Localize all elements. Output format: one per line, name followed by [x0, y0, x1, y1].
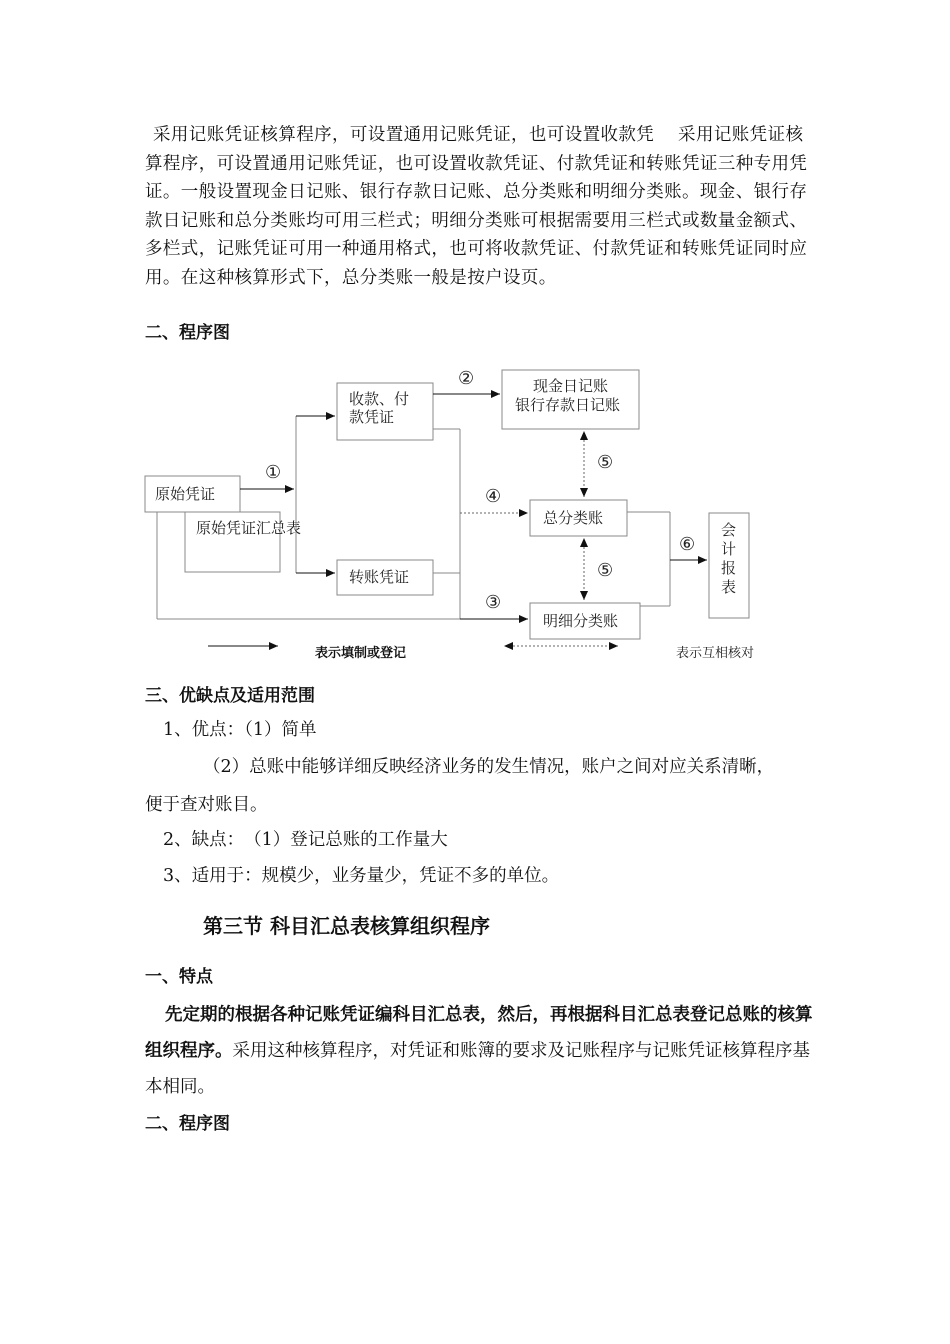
- step-number-5a: ⑤: [597, 452, 614, 473]
- label-detail-ledger: 明细分类账: [543, 612, 619, 630]
- step-number-1: ①: [265, 462, 282, 483]
- section-title: 第三节 科目汇总表核算组织程序: [203, 914, 490, 938]
- label-general-ledger: 总分类账: [543, 509, 604, 527]
- label-report-char-3: 报: [721, 559, 737, 577]
- label-report-char-2: 计: [721, 540, 737, 558]
- label-receipt-line1: 收款、付: [349, 390, 410, 408]
- label-journal-line2: 银行存款日记账: [515, 396, 621, 414]
- step-number-4: ④: [485, 486, 502, 507]
- heading-procedure-diagram: 二、程序图: [145, 323, 230, 343]
- features-paragraph: [145, 997, 815, 1105]
- heading-features: 一、特点: [145, 967, 213, 987]
- step-number-5b: ⑤: [597, 560, 614, 581]
- legend-check-label: 表示互相核对: [676, 646, 755, 661]
- label-receipt-line2: 款凭证: [349, 408, 395, 426]
- label-report-char-4: 表: [721, 578, 737, 596]
- label-original-summary: 原始凭证汇总表: [196, 519, 302, 537]
- pros-line-3: 便于查对账目。: [145, 795, 268, 815]
- features-bold-text: 先定期的根据各种记账凭证编科目汇总表，然后，再根据科目汇总表登记总账的核算组织程序。: [145, 1005, 813, 1061]
- step-number-3: ③: [485, 592, 502, 613]
- cons-line: 2、缺点： （1）登记总账的工作量大: [163, 830, 448, 850]
- pros-line-2: （2）总账中能够详细反映经济业务的发生情况，账户之间对应关系清晰，: [203, 757, 775, 777]
- procedure-diagram: [0, 355, 950, 675]
- label-transfer-voucher: 转账凭证: [349, 568, 410, 586]
- label-report-char-1: 会: [721, 521, 737, 539]
- label-journal-line1: 现金日记账: [533, 377, 609, 395]
- label-original-voucher: 原始凭证: [155, 485, 216, 503]
- heading-procedure-diagram-2: 二、程序图: [145, 1114, 230, 1134]
- pros-line-1: 1、优点：（1）简单: [163, 720, 317, 740]
- features-normal-text: 采用这种核算程序，对凭证和账簿的要求及记账程序与记账凭证核算程序基本相同。: [145, 1041, 810, 1097]
- step-number-6: ⑥: [679, 534, 696, 555]
- scope-line: 3、适用于：规模少，业务量少，凭证不多的单位。: [163, 866, 560, 886]
- heading-pros-cons: 三、优缺点及适用范围: [145, 686, 315, 706]
- intro-paragraph: 采用记账凭证核算程序，可设置通用记账凭证，也可设置收款凭 采用记账凭证核算程序，可设置通用记账凭证，也可设置收款凭证、付款凭证和转账凭证三种专用凭证。一般设置现金日记账、银行存款日记账、总分类账和明细分类账。现金、银行存款日记账和总分类账均可用三栏式；明细分类账可根据需要用三栏式或数量金额式、多栏式，记账凭证可用一种通用格式，也可将收款凭证、付款凭证和转账凭证同时应用。在这种核算形式下，总分类账一般是按户设页。: [145, 125, 808, 288]
- legend-fill-label: 表示填制或登记: [315, 646, 407, 661]
- step-number-2: ②: [458, 368, 475, 389]
